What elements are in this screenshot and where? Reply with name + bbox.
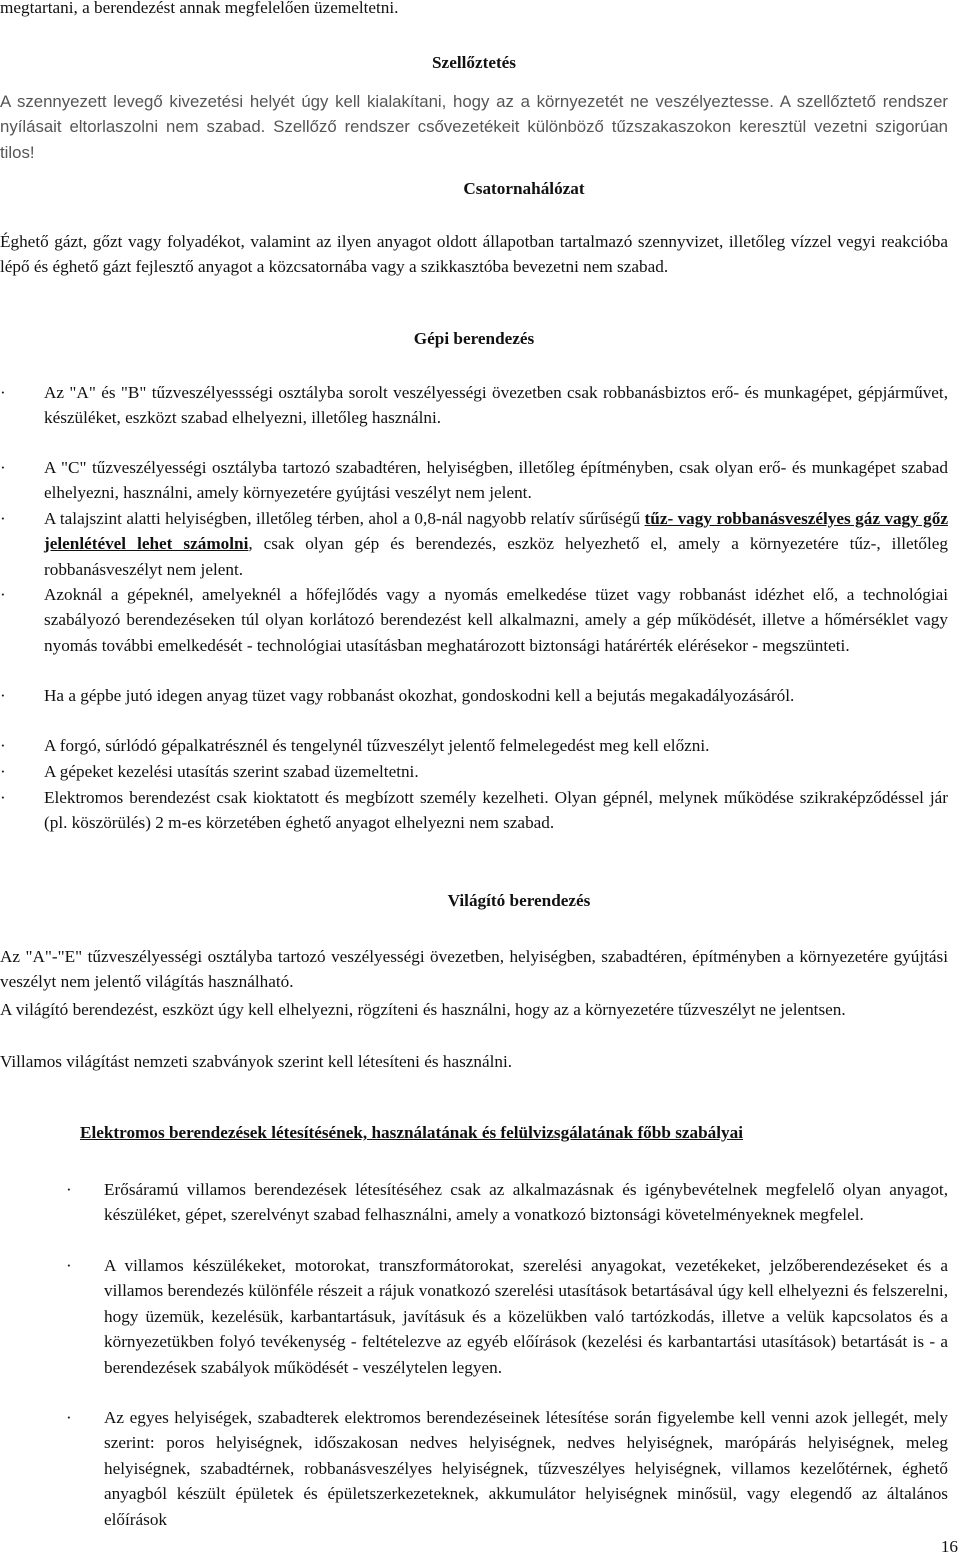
list-item-text: Ha a gépbe jutó idegen anyag tüzet vagy robbanást okozhat, gondoskodni kell a bejutás megakadályozásáról. bbox=[44, 686, 795, 705]
list-item bbox=[0, 1405, 948, 1532]
bullet-mark: · bbox=[0, 585, 6, 604]
bullet-mark: · bbox=[66, 1180, 72, 1199]
list-item-text: A forgó, súrlódó gépalkatrésznél és tengelynél tűzveszélyt jelentő felmelegedést meg kell előzni. bbox=[44, 736, 710, 755]
list-item bbox=[0, 582, 948, 658]
bullet-mark: · bbox=[0, 383, 6, 402]
bullet-mark: · bbox=[66, 1256, 72, 1275]
bullet-mark: · bbox=[0, 736, 6, 755]
list-item bbox=[0, 733, 948, 758]
list-item bbox=[0, 506, 948, 582]
list-item bbox=[0, 785, 948, 836]
list-item-text: A "C" tűzveszélyességi osztályba tartozó szabadtéren, helyiségben, illetőleg építményben, csak olyan erő- és munkagépet szabad elhelyezni, használni, amely környezetére gyújtási veszélyt nem jelent. bbox=[44, 458, 948, 503]
heading-ventilation: Szellőztetés bbox=[432, 53, 516, 72]
paragraph-ventilation: A szennyezett levegő kivezetési helyét úgy kell kialakítani, hogy az a környezetét ne veszélyeztesse. A szellőztető rendszer nyílásait eltorlaszolni nem szabad. Szellőző rendszer csővezetékeit különböző tűzszakaszokon keresztül vezetni szigorúan tilos! bbox=[0, 92, 948, 162]
paragraph-lighting-1: Az "A"-"E" tűzveszélyességi osztályba tartozó veszélyességi övezetben, helyiségben, szabadtéren, építményben a környezetére gyújtási veszélyt nem jelentő világítás használható. bbox=[0, 947, 948, 992]
list-item bbox=[0, 759, 948, 784]
list-item-text: Azoknál a gépeknél, amelyeknél a hőfejlődés vagy a nyomás emelkedése tüzet vagy robbanást idézhet elő, a technológiai szabályozó berendezéseken túl olyan korlátozó berendezést kell alkalmazni, amely a gép működését, illetve a hőmérséklet vagy nyomás további emelkedését - technológiai utasításban meghatározott biztonsági határérték elérésekor - megszünteti. bbox=[44, 585, 948, 655]
paragraph-lighting-3: Villamos világítást nemzeti szabványok szerint kell létesíteni és használni. bbox=[0, 1052, 513, 1071]
heading-electrical: Elektromos berendezések létesítésének, használatának és felülvizsgálatának főbb szabályai bbox=[80, 1123, 743, 1142]
bullet-text-start: A talajszint alatti helyiségben, illetőleg térben, ahol a 0,8-nál nagyobb relatív sűrűségű bbox=[44, 509, 645, 528]
bullet-mark: · bbox=[0, 686, 6, 705]
list-item bbox=[0, 1177, 948, 1228]
list-item-text: A gépeket kezelési utasítás szerint szabad üzemeltetni. bbox=[44, 762, 419, 781]
list-item-text: A villamos készülékeket, motorokat, transzformátorokat, szerelési anyagokat, vezetékeket, jelzőberendezéseket és a villamos berendezés különféle részeit a rájuk vonatkozó szerelési utasítások betartásával úgy kell elhelyezni és felszerelni, hogy üzemük, kezelésük, karbantartásuk, javításuk és a közelükben való tartózkodás, illetve a velük kapcsolatos és a környezetükben folyó tevékenység - feltételezve az egyéb előírások (kezelési és karbantartási utasítások) betartását is - a berendezések szabályok működését - veszélytelen legyen. bbox=[104, 1256, 948, 1377]
bullet-mark: · bbox=[0, 509, 6, 528]
list-item-text bbox=[44, 506, 948, 582]
list-item bbox=[0, 683, 948, 708]
heading-machinery: Gépi berendezés bbox=[413, 329, 535, 348]
emphasized-warning: tűz- vagy robbanásveszélyes gáz vagy gőz jelenlétével lehet számolni bbox=[44, 509, 948, 554]
continued-text: megtartani, a berendezést annak megfelelően üzemeltetni. bbox=[0, 0, 399, 17]
bullet-mark: · bbox=[66, 1408, 72, 1427]
heading-sewer: Csatornahálózat bbox=[463, 179, 585, 198]
list-item-text: Elektromos berendezést csak kioktatott és megbízott személy kezelheti. Olyan gépnél, melynek működése szikraképződéssel jár (pl. köszörülés) 2 m-es körzetében éghető anyagot elhelyezni nem szabad. bbox=[44, 788, 948, 833]
list-item bbox=[0, 455, 948, 506]
bullet-mark: · bbox=[0, 788, 6, 807]
paragraph-lighting-2: A világító berendezést, eszközt úgy kell elhelyezni, rögzíteni és használni, hogy az a környezetére tűzveszélyt ne jelentsen. bbox=[0, 1000, 846, 1019]
bullet-mark: · bbox=[0, 458, 6, 477]
paragraph-sewer: Éghető gázt, gőzt vagy folyadékot, valamint az ilyen anyagot oldott állapotban tartalmazó szennyvizet, illetőleg vízzel vegyi reakcióba lépő és éghető gázt fejlesztő anyagot a közcsatornába vagy a szikkasztóba bevezetni nem szabad. bbox=[0, 232, 948, 277]
bullet-mark: · bbox=[0, 762, 6, 781]
list-item-text: Erősáramú villamos berendezések létesítéséhez csak az alkalmazásnak és igénybevételnek megfelelő olyan anyagot, készüléket, gépet, szerelvényt szabad felhasználni, amely a vonatkozó biztonsági követelményeknek megfelel. bbox=[104, 1180, 948, 1225]
page-number: 16 bbox=[940, 1537, 958, 1556]
list-item-text: Az "A" és "B" tűzveszélyessségi osztályba sorolt veszélyességi övezetben csak robbanásbiztos erő- és munkagépet, gépjárművet, készüléket, eszközt szabad elhelyezni, illetőleg használni. bbox=[44, 383, 948, 428]
bullet-text-end: , csak olyan gép és berendezés, eszköz helyezhető el, amely a környezetére tűz-, illetőleg robbanásveszélyt nem jelent. bbox=[44, 534, 948, 579]
list-item bbox=[0, 380, 948, 431]
list-item-text: Az egyes helyiségek, szabadterek elektromos berendezéseinek létesítése során figyelembe kell venni azok jellegét, mely szerint: poros helyiségnek, időszakosan nedves helyiségnek, nedves helyiségnek, marópárás helyiségnek, meleg helyiségnek, szabadtérnek, robbanásveszélyes helyiségnek, tűzveszélyes helyiségnek, villamos kezelőtérnek, éghető anyagból készült épületek és épületszerkezeteknek, akkumulátor helyiségnek minősül, vagy elegendő az általános előírások bbox=[104, 1408, 948, 1529]
list-item bbox=[0, 1253, 948, 1380]
heading-lighting: Világító berendezés bbox=[447, 891, 591, 910]
